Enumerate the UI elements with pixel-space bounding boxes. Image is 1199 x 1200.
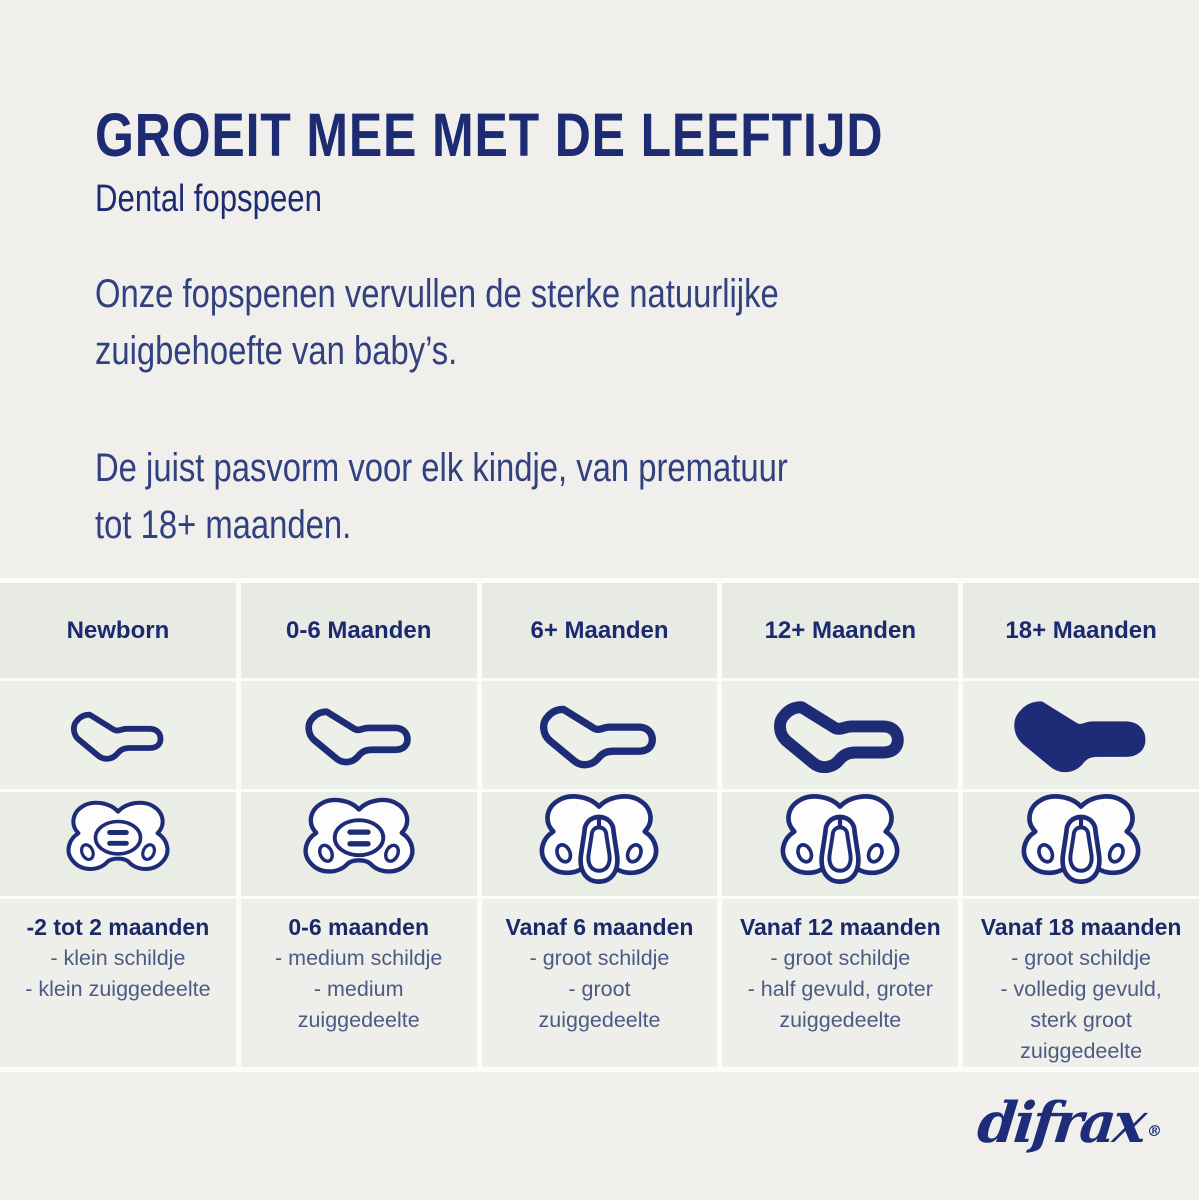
column-header-label: 0-6 Maanden <box>286 616 432 644</box>
description-cell-newborn <box>0 899 236 1067</box>
age-comparison-table <box>0 578 1199 1072</box>
pacifier-cell-12plus <box>722 792 958 896</box>
text-line: Onze fopspenen vervullen de sterke natuurlijke <box>95 272 779 316</box>
teat-filled-icon <box>1010 696 1152 774</box>
description-cell-12plus <box>722 899 958 1067</box>
page-subtitle: Dental fopspeen <box>95 178 322 220</box>
pacifier-cell-18plus <box>963 792 1199 896</box>
pacifier-cell-6plus <box>482 792 718 896</box>
age-range-label: Vanaf 6 maanden <box>505 914 694 940</box>
teat-outline-thick-icon <box>772 698 908 773</box>
age-range-label: Vanaf 12 maanden <box>739 914 941 940</box>
teat-outline-large-icon <box>536 701 662 770</box>
page-title: GROEIT MEE MET DE LEEFTIJD <box>95 101 884 169</box>
text-line: - groot schildje <box>529 946 670 970</box>
column-header-label: Newborn <box>66 616 170 644</box>
detail-list <box>530 943 670 1036</box>
difrax-logo-text: difrax <box>974 1090 1148 1156</box>
text-line: - klein zuiggedeelte <box>25 977 211 1001</box>
detail-list <box>275 943 442 1036</box>
text-line: zuiggedeelte <box>297 1008 420 1032</box>
column-header-6plus <box>482 583 718 678</box>
column-header-label: 12+ Maanden <box>764 616 916 644</box>
text-line: - groot schildje <box>1011 946 1151 970</box>
pacifier-ring-icon <box>1008 790 1154 898</box>
detail-list <box>1000 943 1161 1067</box>
registered-trademark-symbol: ® <box>1146 1122 1164 1140</box>
column-header-12plus <box>722 583 958 678</box>
difrax-logo <box>975 1090 1167 1156</box>
text-line: - groot schildje <box>770 946 911 970</box>
text-line: - half gevuld, groter <box>747 977 933 1001</box>
age-range-label: 0-6 maanden <box>288 914 429 940</box>
teat-outline-small-icon <box>68 708 168 763</box>
teat-outline-medium-icon <box>302 704 416 767</box>
pacifier-cell-0-6 <box>241 792 477 896</box>
pacifier-button-icon <box>291 794 427 895</box>
column-header-label: 18+ Maanden <box>1005 616 1157 644</box>
text-line: De juist pasvorm voor elk kindje, van prematuur <box>95 446 788 490</box>
text-line: zuiggedeelte <box>1020 1039 1143 1063</box>
pacifier-button-icon <box>55 797 181 891</box>
age-range-label: -2 tot 2 maanden <box>26 914 210 940</box>
text-line: tot 18+ maanden. <box>95 503 352 547</box>
teat-cell-0-6 <box>241 681 477 789</box>
teat-cell-18plus <box>963 681 1199 789</box>
text-line: zuiggedeelte <box>538 1008 661 1032</box>
column-header-0-6 <box>241 583 477 678</box>
description-cell-0-6 <box>241 899 477 1067</box>
text-line: sterk groot <box>1030 1008 1132 1032</box>
intro-paragraph-2 <box>95 440 788 554</box>
pacifier-ring-icon <box>526 790 672 898</box>
description-cell-6plus <box>482 899 718 1067</box>
description-cell-18plus <box>963 899 1199 1067</box>
pacifier-cell-newborn <box>0 792 236 896</box>
teat-cell-newborn <box>0 681 236 789</box>
text-line: zuigbehoefte van baby’s. <box>95 329 458 373</box>
detail-list <box>25 943 210 1005</box>
column-header-18plus <box>963 583 1199 678</box>
text-line: zuiggedeelte <box>779 1008 902 1032</box>
text-line: - groot <box>568 977 631 1001</box>
teat-cell-12plus <box>722 681 958 789</box>
text-line: - medium schildje <box>275 946 443 970</box>
text-line: - medium <box>313 977 404 1001</box>
teat-cell-6plus <box>482 681 718 789</box>
text-line: - klein schildje <box>50 946 186 970</box>
text-line: - volledig gevuld, <box>1000 977 1162 1001</box>
column-header-newborn <box>0 583 236 678</box>
intro-paragraph-1 <box>95 266 779 380</box>
detail-list <box>748 943 933 1036</box>
column-header-label: 6+ Maanden <box>530 616 669 644</box>
age-range-label: Vanaf 18 maanden <box>980 914 1182 940</box>
pacifier-ring-icon <box>767 790 913 898</box>
